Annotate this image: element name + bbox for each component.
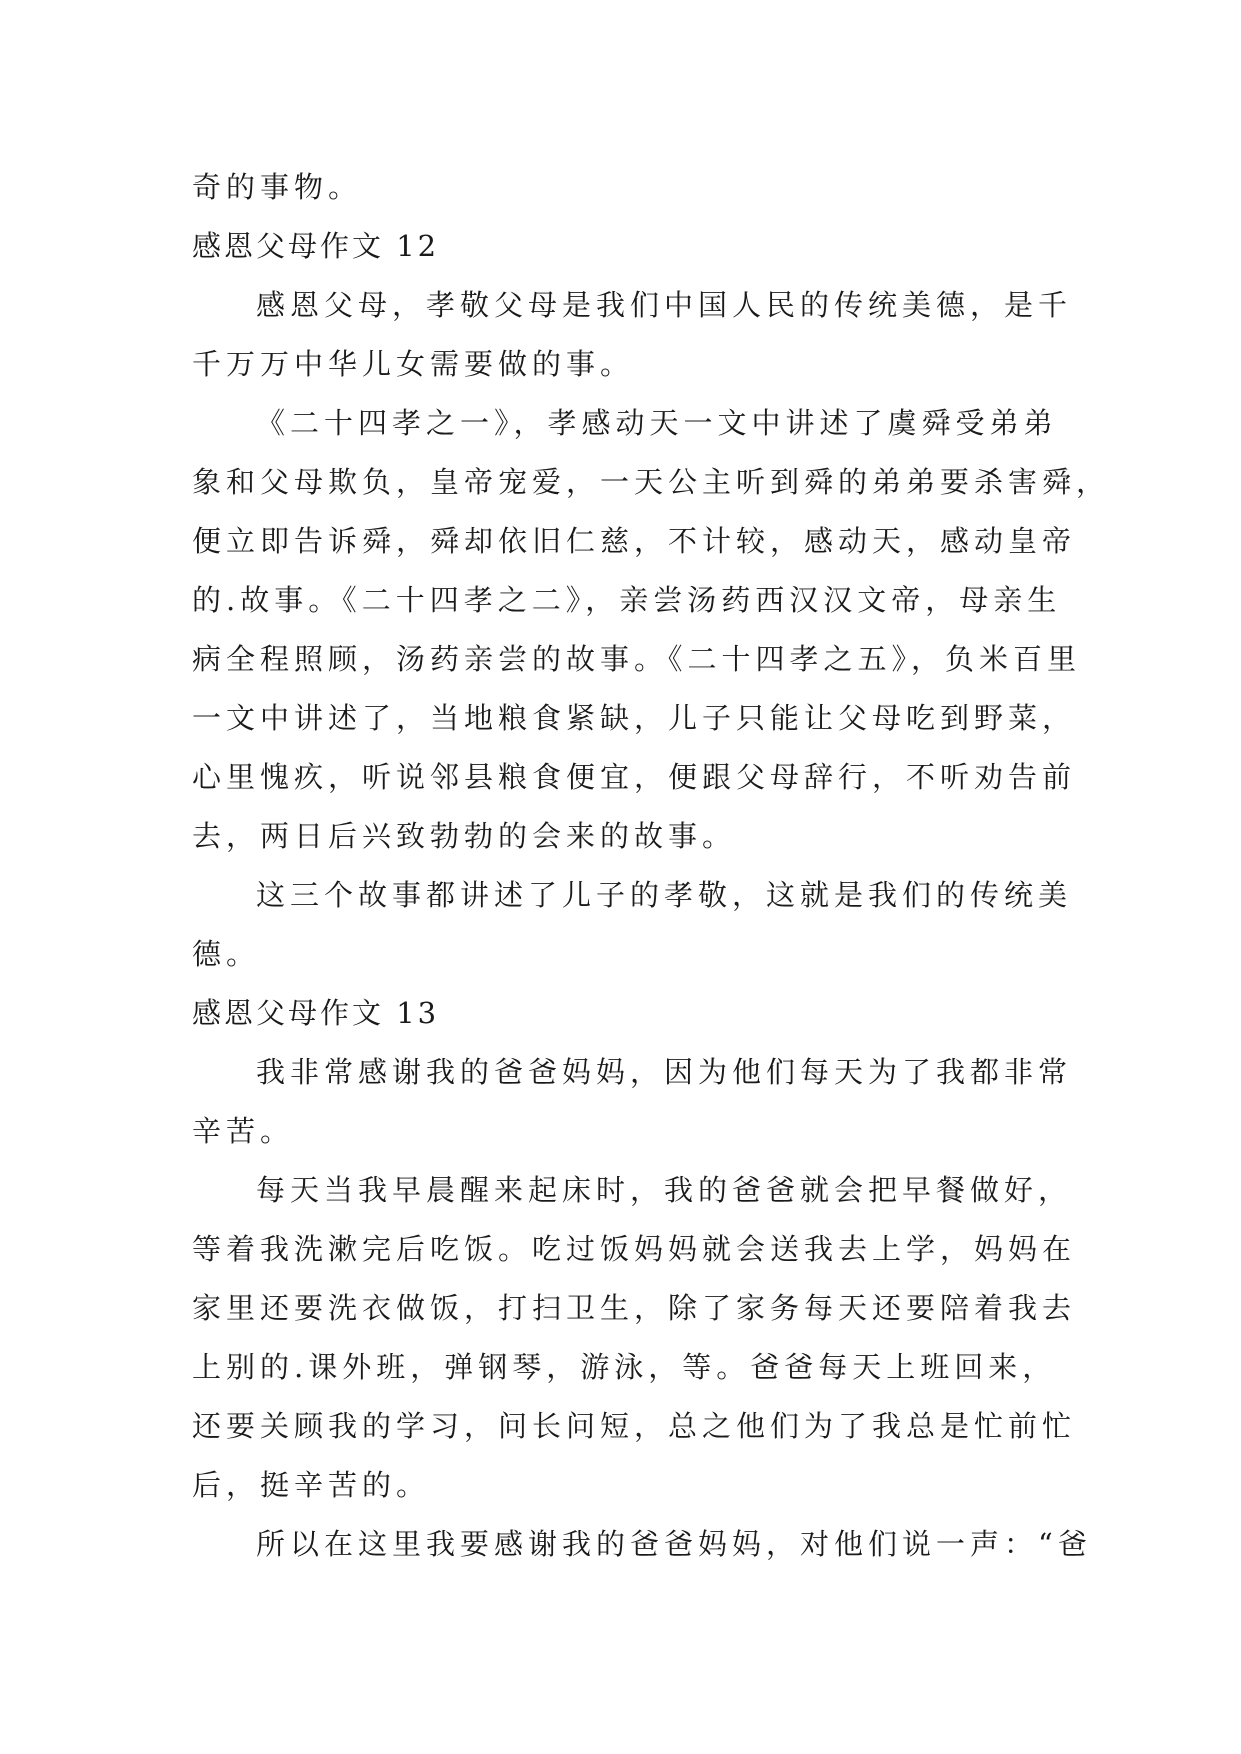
- paragraph-line: 家里还要洗衣做饭，打扫卫生，除了家务每天还要陪着我去: [192, 1291, 1077, 1325]
- paragraph-line: 病全程照顾，汤药亲尝的故事。《二十四孝之五》，负米百里: [192, 642, 1082, 676]
- paragraph-line: 所以在这里我要感谢我的爸爸妈妈，对他们说一声：“爸: [256, 1527, 1092, 1561]
- paragraph-line: 我非常感谢我的爸爸妈妈，因为他们每天为了我都非常: [256, 1055, 1073, 1089]
- paragraph-line: 去，两日后兴致勃勃的会来的故事。: [192, 819, 737, 853]
- paragraph-line: 象和父母欺负，皇帝宠爱，一天公主听到舜的弟弟要杀害舜，: [192, 465, 1111, 499]
- paragraph-line: 感恩父母，孝敬父母是我们中国人民的传统美德，是千: [256, 288, 1073, 322]
- paragraph-line: 后，挺辛苦的。: [192, 1468, 431, 1502]
- paragraph-line: 便立即告诉舜，舜却依旧仁慈，不计较，感动天，感动皇帝: [192, 524, 1077, 558]
- paragraph-line: 上别的.课外班，弹钢琴，游泳，等。爸爸每天上班回来，: [192, 1350, 1057, 1384]
- document-body: [192, 158, 1111, 1574]
- paragraph-line: 辛苦。: [192, 1114, 295, 1148]
- paragraph-line: 的.故事。《二十四孝之二》，亲尝汤药西汉汉文帝，母亲生: [192, 583, 1062, 617]
- paragraph-line: 这三个故事都讲述了儿子的孝敬，这就是我们的传统美: [256, 878, 1073, 912]
- paragraph-line: 《二十四孝之一》，孝感动天一文中讲述了虞舜受弟弟: [256, 406, 1058, 440]
- paragraph-line: 千万万中华儿女需要做的事。: [192, 347, 635, 381]
- paragraph-line: 每天当我早晨醒来起床时，我的爸爸就会把早餐做好，: [256, 1173, 1073, 1207]
- text-line: 奇的事物。: [192, 170, 363, 204]
- paragraph-line: 心里愧疚，听说邻县粮食便宜，便跟父母辞行，不听劝告前: [192, 760, 1077, 794]
- essay-heading-12: 感恩父母作文 12: [192, 229, 440, 263]
- paragraph-line: 等着我洗漱完后吃饭。吃过饭妈妈就会送我去上学，妈妈在: [192, 1232, 1077, 1266]
- paragraph-line: 还要关顾我的学习，问长问短，总之他们为了我总是忙前忙: [192, 1409, 1077, 1443]
- paragraph-line: 德。: [192, 937, 261, 971]
- paragraph-line: 一文中讲述了，当地粮食紧缺，儿子只能让父母吃到野菜，: [192, 701, 1077, 735]
- essay-heading-13: 感恩父母作文 13: [192, 996, 440, 1030]
